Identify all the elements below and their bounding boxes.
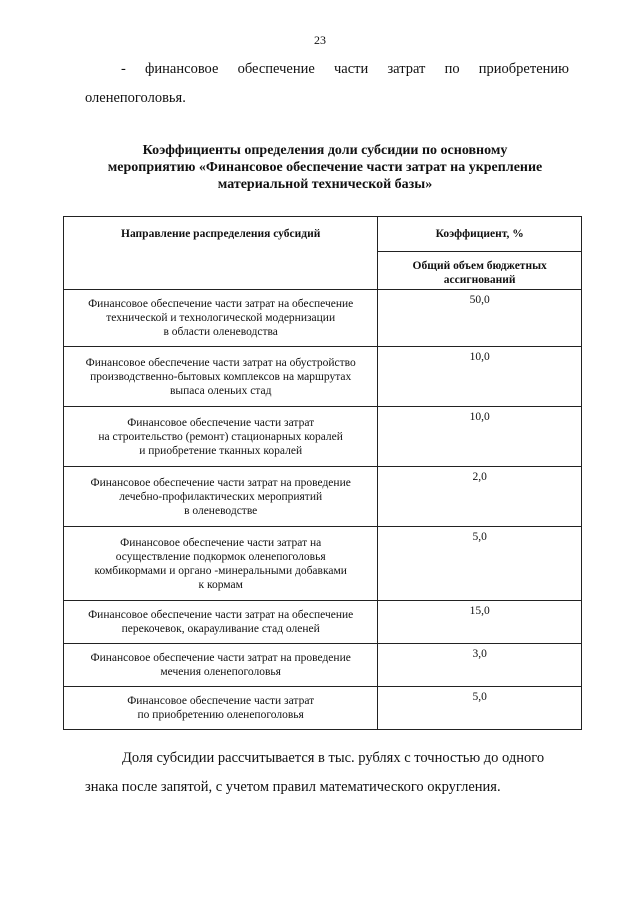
table-row (64, 644, 582, 687)
coefficients-table (63, 216, 582, 730)
row-direction: Финансовое обеспечение части затрат на обеспечение технической и технологической модернизации в области оленеводства (64, 290, 378, 347)
table-row (64, 527, 582, 601)
row-direction: Финансовое обеспечение части затрат на проведение мечения оленепоголовья (64, 644, 378, 687)
header-direction: Направление распределения субсидий (64, 217, 378, 290)
outro-paragraph-line: Доля субсидии рассчитывается в тыс. рублях с точностью до одного (122, 750, 545, 766)
row-value: 2,0 (378, 467, 582, 527)
row-value: 10,0 (378, 407, 582, 467)
table-row (64, 407, 582, 467)
table-row (64, 347, 582, 407)
row-value: 15,0 (378, 601, 582, 644)
row-direction: Финансовое обеспечение части затрат на строительство (ремонт) стационарных коралей и приобретение тканных коралей (64, 407, 378, 467)
table-heading-line: материальной технической базы» (217, 177, 433, 192)
header-budget-allocations: Общий объем бюджетных ассигнований (378, 252, 582, 290)
table-row (64, 687, 582, 730)
row-direction: Финансовое обеспечение части затрат на обеспечение перекочевок, окараул​ивание стад оленей (64, 601, 378, 644)
table-heading-line: мероприятию «Финансовое обеспечение части затрат на укрепление (107, 160, 543, 175)
table-row (64, 290, 582, 347)
row-value: 5,0 (378, 687, 582, 730)
row-value: 50,0 (378, 290, 582, 347)
row-direction: Финансовое обеспечение части затрат по приобретению оленепоголовья (64, 687, 378, 730)
table-heading-line: Коэффициенты определения доли субсидии по основному (142, 143, 508, 158)
header-coefficient: Коэффициент, % (378, 217, 582, 252)
table-heading (95, 142, 555, 193)
row-direction: Финансовое обеспечение части затрат на осуществление подкормок оленепоголовья комбикормами и органо -минеральными добавками к кормам (64, 527, 378, 601)
table-row (64, 601, 582, 644)
row-direction: Финансовое обеспечение части затрат на обустройство производственно-бытовых комплексов на маршрутах выпаса оленьих стад (64, 347, 378, 407)
row-value: 5,0 (378, 527, 582, 601)
intro-paragraph-line: оленепоголовья. (85, 90, 186, 106)
row-value: 3,0 (378, 644, 582, 687)
intro-paragraph-line: - финансовое обеспечение части затрат по приобретению (121, 61, 569, 77)
outro-paragraph-line: знака после запятой, с учетом правил математического округления. (85, 779, 501, 795)
table-row (64, 467, 582, 527)
row-direction: Финансовое обеспечение части затрат на проведение лечебно-профилактических мероприятий в оленеводстве (64, 467, 378, 527)
row-value: 10,0 (378, 347, 582, 407)
page-number: 23 (314, 33, 326, 47)
